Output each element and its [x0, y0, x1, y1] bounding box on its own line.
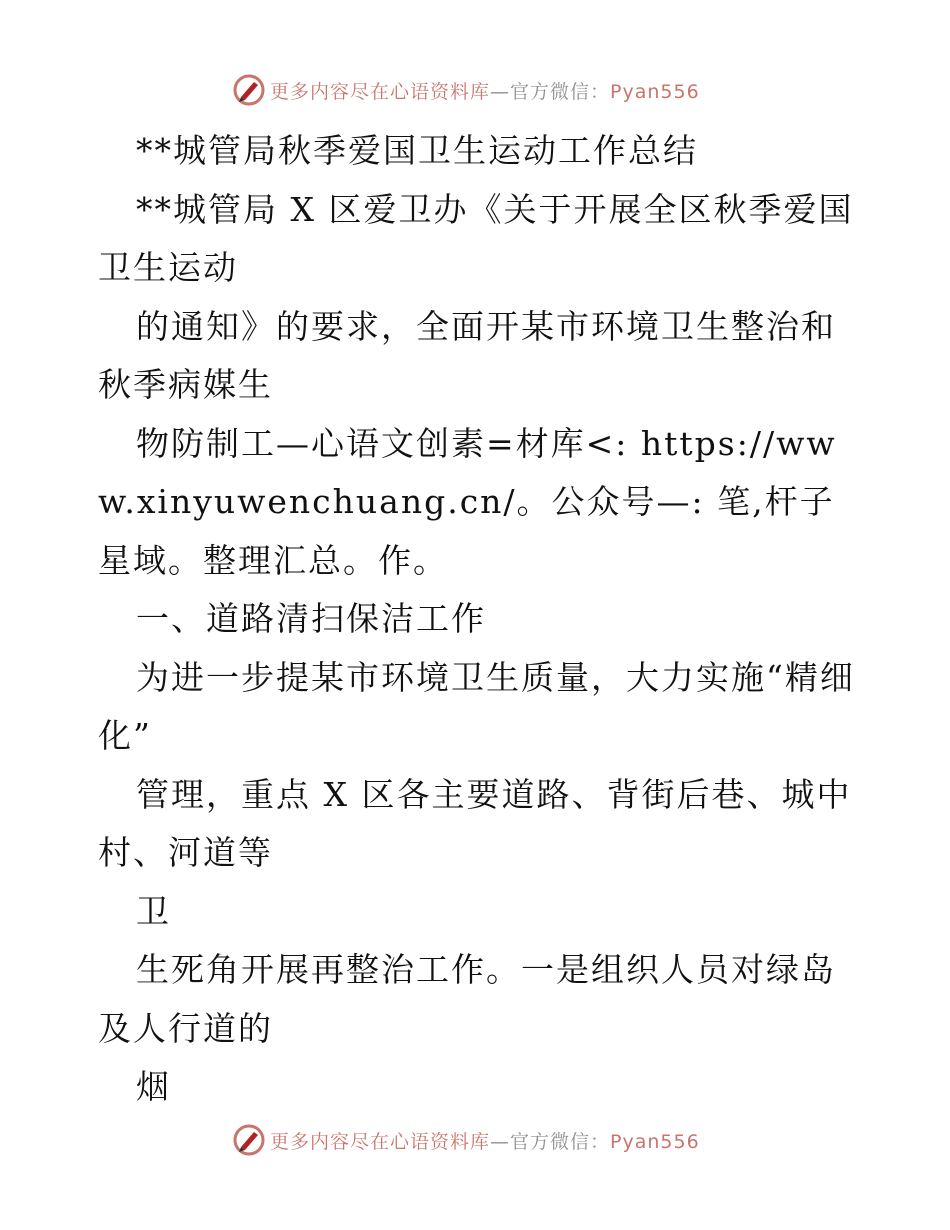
paragraph: 生死角开展再整治工作。一是组织人员对绿岛及人行道的	[98, 950, 836, 1048]
header-banner[interactable]	[232, 70, 700, 110]
banner-text	[270, 1127, 700, 1154]
paragraph: 的通知》的要求，全面开某市环境卫生整治和秋季病媒生	[98, 306, 836, 404]
banner-wechat-id: Pyan556	[610, 80, 700, 103]
paragraph: 管理，重点 X 区各主要道路、背街后巷、城中村、河道等	[98, 774, 852, 872]
pen-seal-logo-icon	[232, 73, 266, 107]
banner-official-label: 官方微信：	[510, 1130, 611, 1153]
paragraph: 为进一步提某市环境卫生质量，大力实施“精细化”	[98, 657, 855, 755]
banner-dash: —	[490, 80, 511, 103]
paragraph: 卫	[136, 891, 171, 931]
paragraph: 物防制工—心语文创素=材库<: https://www.xinyuwenchuang.cn/。公众号—: 笔,杆子星域。整理汇总。作。	[98, 423, 837, 580]
banner-dash: —	[490, 1130, 511, 1153]
document-title: **城管局秋季爱国卫生运动工作总结	[136, 131, 698, 170]
banner-text	[270, 77, 700, 104]
paragraph: **城管局 X 区爱卫办《关于开展全区秋季爱国卫生运动	[98, 189, 854, 287]
footer-banner[interactable]	[232, 1120, 700, 1160]
banner-main-text: 更多内容尽在心语资料库	[270, 1130, 491, 1153]
banner-main-text: 更多内容尽在心语资料库	[270, 80, 491, 103]
section-heading: 一、道路清扫保洁工作	[136, 599, 486, 638]
banner-wechat-id: Pyan556	[610, 1130, 700, 1153]
banner-official-label: 官方微信：	[510, 80, 611, 103]
paragraph: 烟	[136, 1067, 171, 1106]
pen-seal-logo-icon	[232, 1123, 266, 1157]
document-body	[98, 122, 858, 1117]
